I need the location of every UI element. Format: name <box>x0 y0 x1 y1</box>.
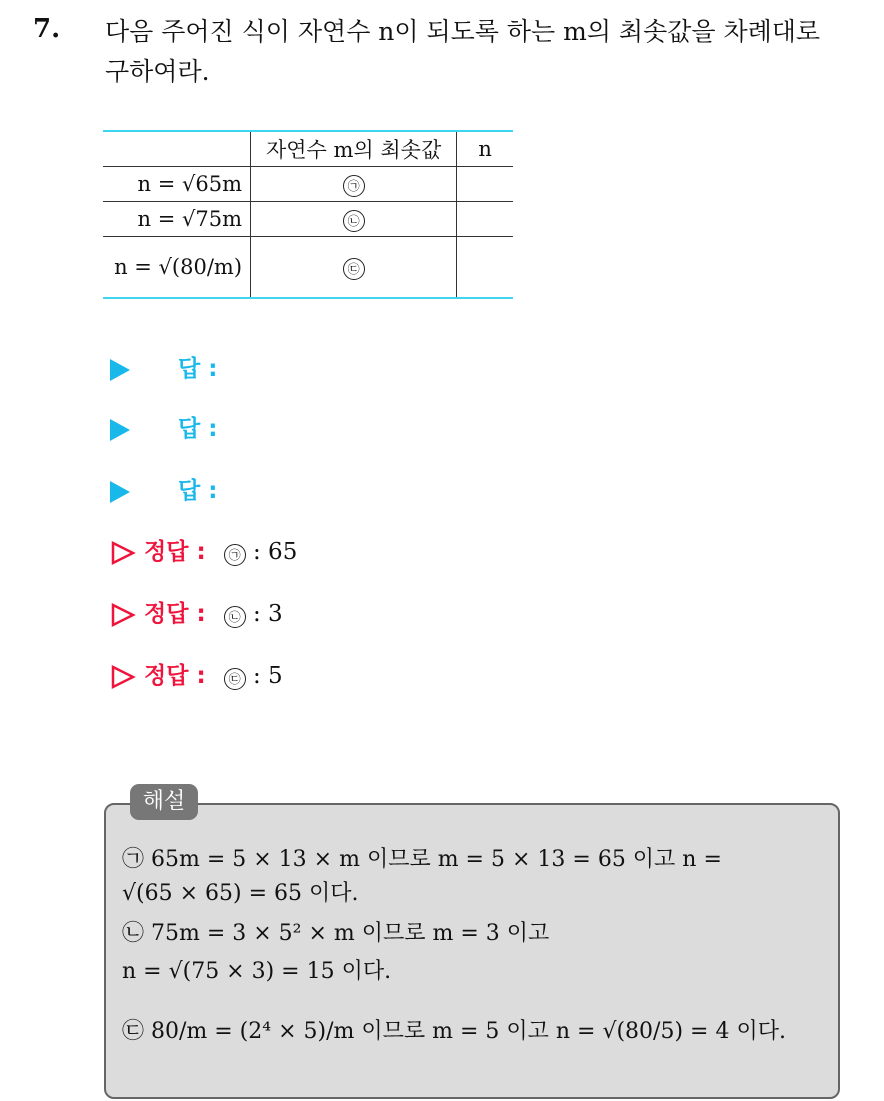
question-text-line2: 구하여라. <box>105 57 210 86</box>
outline-triangle-icon <box>110 602 136 628</box>
circled-mark: ㉢ <box>343 258 365 280</box>
circled-mark: ㉡ <box>224 606 246 628</box>
circled-mark: ㉡ <box>343 210 365 232</box>
outline-triangle-icon <box>110 540 136 566</box>
table-row <box>103 237 513 299</box>
explanation-line: ㉢ 80/m = (2⁴ × 5)/m 이므로 m = 5 이고 n = √(80/5) = 4 이다. <box>122 1019 786 1044</box>
table-header-row <box>103 131 513 167</box>
row-expression: n = √65m <box>137 172 243 196</box>
table-row <box>103 167 513 202</box>
question-table <box>103 130 513 299</box>
correct-value: : 5 <box>253 663 283 689</box>
answer-label: 답 : <box>178 478 218 504</box>
correct-label: 정답 : <box>144 663 206 689</box>
explanation-badge: 해설 <box>130 784 198 820</box>
row-expression: n = √(80/m) <box>114 255 243 279</box>
answer-row[interactable] <box>110 350 217 383</box>
play-triangle-icon <box>110 359 130 381</box>
circled-mark: ㉢ <box>224 668 246 690</box>
row-expression: n = √75m <box>137 207 243 231</box>
correct-answer-row <box>110 595 283 628</box>
answer-label: 답 : <box>178 416 218 442</box>
correct-label: 정답 : <box>144 601 206 627</box>
question-number: 7. <box>33 14 61 44</box>
row-n-value <box>457 202 513 237</box>
question-text-line1: 다음 주어진 식이 자연수 n이 되도록 하는 m의 최솟값을 차례대로 <box>105 17 821 46</box>
explanation-line: n = √(75 × 3) = 15 이다. <box>122 959 392 984</box>
play-triangle-icon <box>110 481 130 503</box>
correct-label: 정답 : <box>144 539 206 565</box>
question-text <box>105 12 875 92</box>
correct-answer-row <box>110 657 283 690</box>
explanation-line: √(65 × 65) = 65 이다. <box>122 881 359 906</box>
answer-row[interactable] <box>110 472 217 505</box>
play-triangle-icon <box>110 419 130 441</box>
row-n-value <box>457 167 513 202</box>
outline-triangle-icon <box>110 664 136 690</box>
explanation-line: ㉠ 65m = 5 × 13 × m 이므로 m = 5 × 13 = 65 이고 n = <box>122 847 722 872</box>
table-header-cell <box>103 131 251 167</box>
correct-answer-row <box>110 533 297 566</box>
table-row <box>103 202 513 237</box>
answer-row[interactable] <box>110 410 217 443</box>
circled-mark: ㉠ <box>224 544 246 566</box>
table-header-cell: n <box>457 131 513 167</box>
answer-label: 답 : <box>178 356 218 382</box>
explanation-line: ㉡ 75m = 3 × 5² × m 이므로 m = 3 이고 <box>122 921 550 946</box>
correct-value: : 65 <box>253 539 298 565</box>
table-header-cell: 자연수 m의 최솟값 <box>251 131 457 167</box>
correct-value: : 3 <box>253 601 283 627</box>
circled-mark: ㉠ <box>343 175 365 197</box>
row-n-value <box>457 237 513 299</box>
